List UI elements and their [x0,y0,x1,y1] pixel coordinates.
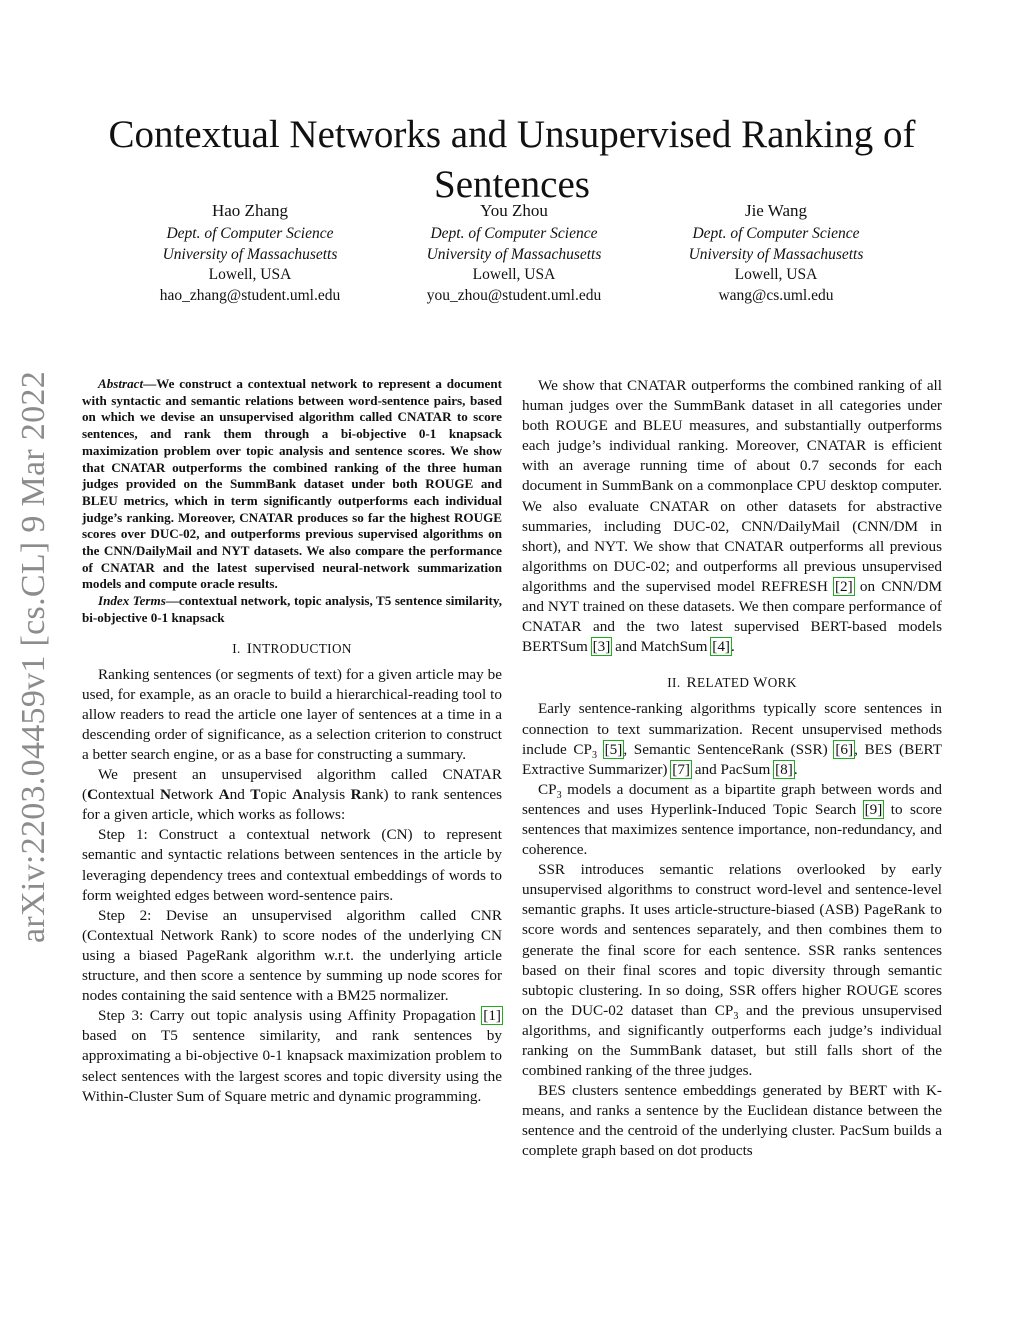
section-heading-related-work: II. RELATED WORK [667,674,797,692]
author-1 [110,200,390,307]
author-location: Lowell, USA [472,266,556,284]
citation-link[interactable]: [3] [592,638,611,656]
author-3 [636,200,916,307]
citation-link[interactable]: [6] [835,740,854,758]
intro-paragraph-2: We present an unsupervised algorithm called CNATAR (Contextual Network And Topic Analysis Rank) to rank sentences for a given article, which works as follows: [82,766,502,824]
index-terms-label: Index Terms [98,593,166,609]
citation-link[interactable]: [4] [712,638,730,656]
citation-link[interactable]: [2] [835,577,853,595]
intro-paragraph-1: Ranking sentences (or segments of text) for a given article may be used, for example, as an oracle to build a hierarchical-reading tool to allow readers to read the article one layer of sentences at a time in a descending order of significance, as a selection criterion to construct a better search engine, or as a base for constructing a summary. [82,665,502,764]
intro-step-2: Step 2: Devise an unsupervised algorithm called CNR (Contextual Network Rank) to score nodes of the underlying CN using a biased PageRank algorithm w.r.t. the underlying article structure, and then score a sentence by summing up node scores for nodes containing the said sentence with a BM25 normalizer. [82,906,502,1005]
abstract-text: —We construct a contextual network to represent a document with syntactic and semantic relations between word-sentence pairs, based on which we devise an unsupervised algorithm called CNATAR to score sentences, and rank them through a bi-objective 0-1 knapsack maximization problem over topic analysis and sentence scores. We show that CNATAR outperforms the combined ranking of the three human judges provided on the SummBank dataset under both ROUGE and BLEU metrics, which in term significantly outperforms each individual judge’s ranking. Moreover, CNATAR produces so far the highest ROUGE scores over DUC-02, and outperforms previous supervised algorithms on the CNN/DailyMail and NYT datasets. We also compare the performance of CNATAR and the latest supervised neural-network summarization models and compute oracle results. [82,376,502,592]
citation-link[interactable]: [7] [672,760,690,778]
author-dept: Dept. of Computer Science [430,225,598,242]
author-univ: University of Massachusetts [688,245,864,263]
related-paragraph-2: $CP_3$ models a document as a bipartite graph between words and sentences and uses Hyperlink-Induced Topic Search [9] to score sentences that maximizes sentence importance, non-redundancy, and coherence. [522,780,942,859]
section-heading-introduction: I. INTRODUCTION [232,639,352,657]
citation-link[interactable]: [8] [775,760,793,778]
intro-step-3: Step 3: Carry out topic analysis using Affinity Propagation [1] based on T5 sentence similarity, and rank sentences by approximating a bi-objective 0-1 knapsack maximization problem to select sentences with the largest scores and topic diversity using the Within-Cluster Sum of Square metric and dynamic programming. [82,1007,502,1105]
arxiv-sidebar-stamp [14,362,54,952]
citation-link[interactable]: [1] [483,1007,501,1025]
related-paragraph-3: SSR introduces semantic relations overlooked by early unsupervised algorithms to construct word-level and sentence-level semantic graphs. It uses article-structure-biased (ASB) PageRank to score words and sentences separately, and then combines them to generate the final score for each sentence. SSR ranks sentences based on their final scores and topic diversity through semantic subtopic clustering. In so doing, SSR offers higher ROUGE scores on the DUC-02 dataset than $CP_3$ and the previous unsupervised algorithms, and significantly outperforms each judge’s individual ranking on the SummBank dataset, but still falls short of the combined ranking of the three judges. [522,861,942,1080]
author-email: wang@cs.uml.edu [718,287,834,305]
citation-link[interactable]: [9] [864,800,883,818]
intro-paragraph-results: We show that CNATAR outperforms the combined ranking of all human judges over the SummBank dataset in all categories under both ROUGE and BLEU measures, and substantially outperforms each judge’s individual ranking. Moreover, CNATAR is efficient with an average running time of about 0.7 seconds for each document in SummBank on a commonplace CPU desktop computer. We also evaluate CNATAR on other datasets for abstractive summaries, including DUC-02, CNN/DailyMail (CNN/DM in short), and NYT. We show that CNATAR outperforms all previous algorithms on DUC-02; and outperforms all previous unsupervised algorithms and the supervised model REFRESH [2] on CNN/DM and NYT trained on these datasets. We then compare performance of CNATAR and the two latest supervised BERT-based models BERTSum [3] and MatchSum [4]. [522,377,942,656]
author-2 [374,200,654,307]
arxiv-id: arXiv:2203.04459v1 [cs.CL] 9 Mar 2022 [15,370,52,944]
author-location: Lowell, USA [734,266,818,284]
author-univ: University of Massachusetts [162,245,338,263]
author-email: you_zhou@student.uml.edu [426,287,602,305]
author-email: hao_zhang@student.uml.edu [159,287,341,305]
index-terms-text: —contextual network, topic analysis, T5 sentence similarity, bi-objective 0-1 knapsack [82,593,502,625]
author-dept: Dept. of Computer Science [692,225,860,242]
author-name: Hao Zhang [211,201,288,220]
paper-title: Contextual Networks and Unsupervised Ranking of Sentences [108,113,916,207]
right-column [522,376,942,1162]
author-name: You Zhou [480,201,548,220]
related-paragraph-4: BES clusters sentence embeddings generated by BERT with K-means, and ranks a sentence by the Euclidean distance between the sentence and the centroid of the underlying cluster. PacSum builds a complete graph based on dot products [522,1082,942,1160]
related-paragraph-1: Early sentence-ranking algorithms typically score sentences in connection to text summarization. Recent unsupervised methods include $CP_3$ [5], Semantic SentenceRank (SSR) [6], BES (BERT Extractive Summarizer) [7] and PacSum [8]. [522,700,943,778]
author-univ: University of Massachusetts [426,245,602,263]
intro-step-1: Step 1: Construct a contextual network (CN) to represent semantic and syntactic relations between sentences in the article by leveraging dependency trees and contextual embeddings of words to form weighted edges between word-sentence pairs. [82,826,502,904]
author-location: Lowell, USA [208,266,292,284]
abstract-label: Abstract [98,376,144,391]
index-terms [82,593,502,626]
author-dept: Dept. of Computer Science [166,225,334,242]
abstract [82,376,502,593]
author-name: Jie Wang [744,201,808,220]
citation-link[interactable]: [5] [604,740,623,758]
left-column [82,376,502,1107]
